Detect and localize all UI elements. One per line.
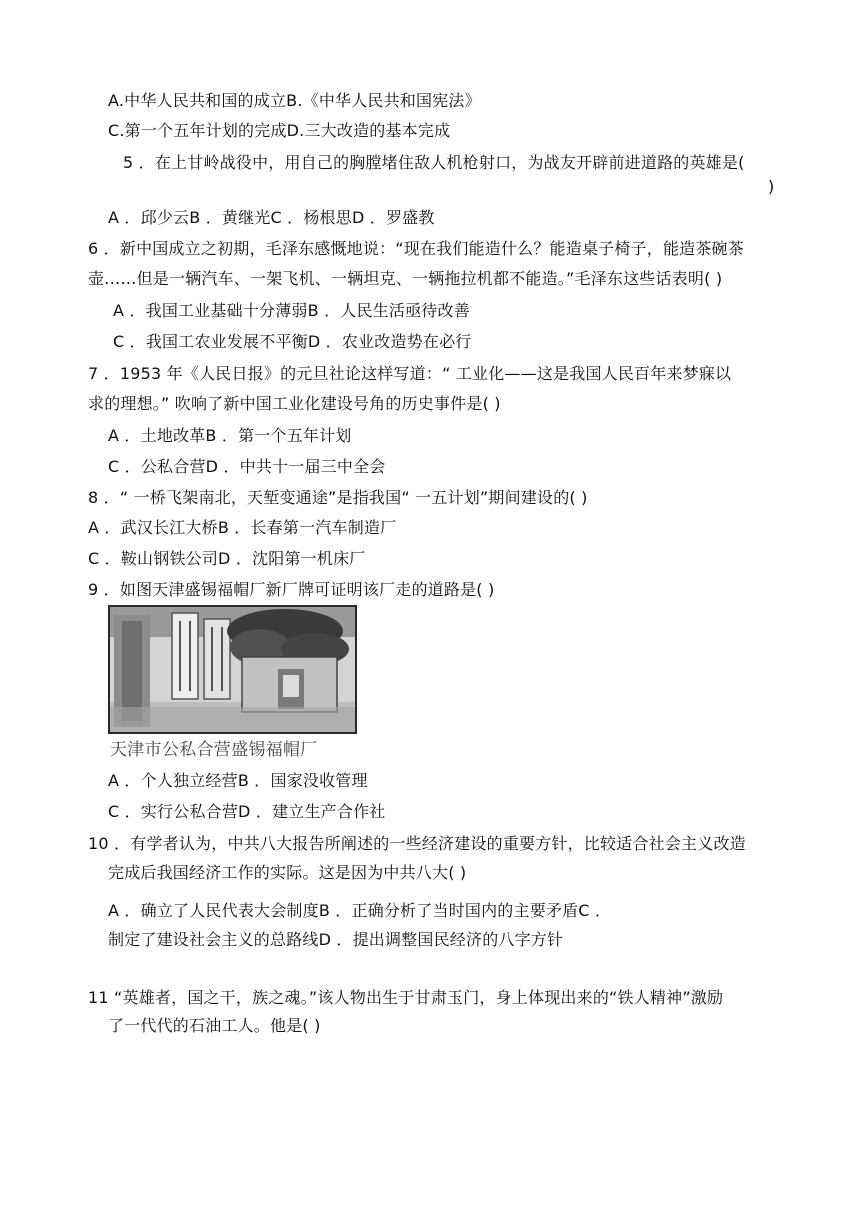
factory-sign-photo	[108, 605, 357, 734]
q7-stem-line2: 求的理想。” 吹响了新中国工业化建设号角的历史事件是( )	[88, 394, 501, 413]
q6-options-cd: C ．我国工农业发展不平衡D ．农业改造势在必行	[113, 332, 472, 351]
q5-options: A ．邱少云B ．黄继光C ．杨根思D ．罗盛教	[108, 208, 435, 227]
q8-stem: 8 ．“ 一桥飞架南北，天堑变通途”是指我国“ 一五计划”期间建设的( )	[88, 488, 588, 507]
q10-options-ab: A ．确立了人民代表大会制度B ．正确分析了当时国内的主要矛盾C ．	[108, 901, 612, 920]
q10-stem-line2: 完成后我国经济工作的实际。这是因为中共八大( )	[108, 863, 467, 882]
q8-options-cd: C ．鞍山钢铁公司D ．沈阳第一机床厂	[88, 549, 366, 568]
factory-photo-drawing	[110, 607, 355, 732]
q6-stem-line2: 壶……但是一辆汽车、一架飞机、一辆坦克、一辆拖拉机都不能造。”毛泽东这些话表明( )	[88, 269, 723, 288]
q7-options-ab: A ．土地改革B ．第一个五年计划	[108, 426, 352, 445]
q9-options-ab: A ．个人独立经营B ．国家没收管理	[108, 771, 368, 790]
q4-options-ab: A.中华人民共和国的成立B.《中华人民共和国宪法》	[108, 91, 481, 110]
q9-stem: 9 ．如图天津盛锡福帽厂新厂牌可证明该厂走的道路是( )	[88, 580, 495, 599]
q10-options-cd: 制定了建设社会主义的总路线D ．提出调整国民经济的八字方针	[108, 930, 564, 949]
q4-options-cd: C.第一个五年计划的完成D.三大改造的基本完成	[108, 121, 451, 140]
q5-stem-paren: )	[768, 177, 775, 196]
q11-stem-line2: 了一代代的石油工人。他是( )	[108, 1016, 321, 1035]
q6-options-ab: A ．我国工业基础十分薄弱B ．人民生活亟待改善	[113, 301, 470, 320]
q8-options-ab: A ．武汉长江大桥B ．长春第一汽车制造厂	[88, 518, 397, 537]
q5-stem: 5 ．在上甘岭战役中，用自己的胸膛堵住敌人机枪射口，为战友开辟前进道路的英雄是(	[123, 153, 745, 172]
q6-stem-line1: 6 ．新中国成立之初期，毛泽东感慨地说：“现在我们能造什么？能造桌子椅子，能造茶碗茶	[88, 239, 744, 258]
q10-stem-line1: 10 ．有学者认为，中共八大报告所阐述的一些经济建设的重要方针，比较适合社会主义改造	[88, 834, 746, 853]
q9-options-cd: C ．实行公私合营D ．建立生产合作社	[108, 802, 386, 821]
q11-stem-line1: 11 “英雄者，国之干，族之魂。”该人物出生于甘肃玉门，身上体现出来的“铁人精神”激励	[88, 988, 724, 1007]
q7-stem-line1: 7 ．1953 年《人民日报》的元旦社论这样写道：“ 工业化——这是我国人民百年来梦寐以	[88, 364, 732, 383]
q7-options-cd: C ．公私合营D ．中共十一届三中全会	[108, 457, 386, 476]
photo-caption: 天津市公私合营盛锡福帽厂	[110, 740, 318, 760]
